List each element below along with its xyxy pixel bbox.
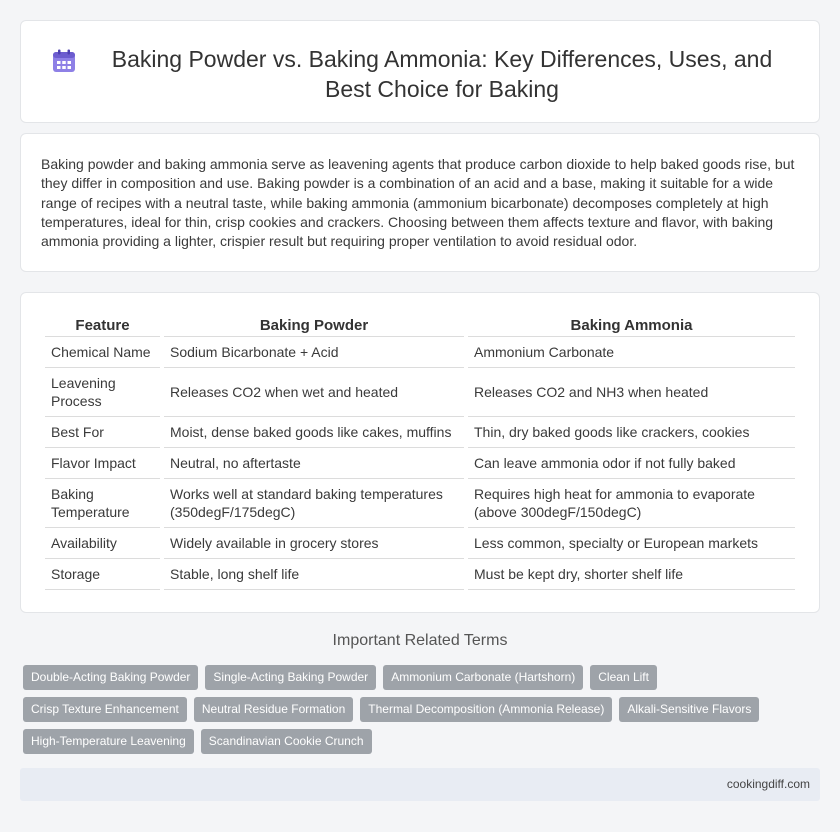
cell-baking-ammonia: Less common, specialty or European markets [468,528,795,559]
tag-single-acting-baking-powder[interactable]: Single-Acting Baking Powder [205,665,376,690]
table-row [45,417,795,448]
header-baking-powder: Baking Powder [164,313,464,337]
tag-thermal-decomposition[interactable]: Thermal Decomposition (Ammonia Release) [360,697,612,722]
table-row [45,559,795,590]
header-baking-ammonia: Baking Ammonia [468,313,795,337]
tag-neutral-residue-formation[interactable]: Neutral Residue Formation [194,697,353,722]
related-terms-title: Important Related Terms [332,632,508,649]
cell-baking-ammonia: Ammonium Carbonate [468,337,795,368]
cell-feature: Chemical Name [45,337,160,368]
cell-feature: Storage [45,559,160,590]
header-feature: Feature [45,313,160,337]
cell-feature: Baking Temperature [45,479,160,528]
comparison-table-card [20,292,820,613]
cell-feature: Flavor Impact [45,448,160,479]
cell-baking-powder: Releases CO2 when wet and heated [164,368,464,417]
tag-crisp-texture-enhancement[interactable]: Crisp Texture Enhancement [23,697,187,722]
table-row [45,528,795,559]
cell-baking-ammonia: Releases CO2 and NH3 when heated [468,368,795,417]
tag-scandinavian-cookie-crunch[interactable]: Scandinavian Cookie Crunch [201,729,372,754]
cell-baking-powder: Widely available in grocery stores [164,528,464,559]
tag-clean-lift[interactable]: Clean Lift [590,665,657,690]
table-row [45,479,795,528]
tag-high-temperature-leavening[interactable]: High-Temperature Leavening [23,729,194,754]
title-wrap [21,21,819,104]
page-title: Baking Powder vs. Baking Ammonia: Key Differences, Uses, and Best Choice for Baking [111,46,773,102]
cell-feature: Availability [45,528,160,559]
cell-baking-powder: Moist, dense baked goods like cakes, muffins [164,417,464,448]
cell-baking-powder: Works well at standard baking temperatures (350degF/175degC) [164,479,464,528]
cell-baking-ammonia: Thin, dry baked goods like crackers, cookies [468,417,795,448]
tag-double-acting-baking-powder[interactable]: Double-Acting Baking Powder [23,665,198,690]
table-row [45,337,795,368]
table-header-row [45,313,795,337]
table-row [45,448,795,479]
cell-baking-powder: Neutral, no aftertaste [164,448,464,479]
related-terms-tags [23,665,803,761]
cell-feature: Leavening Process [45,368,160,417]
tag-ammonium-carbonate[interactable]: Ammonium Carbonate (Hartshorn) [383,665,583,690]
tag-alkali-sensitive-flavors[interactable]: Alkali-Sensitive Flavors [619,697,759,722]
summary-card [20,133,820,272]
footer-site[interactable]: cookingdiff.com [726,777,810,791]
comparison-table [41,313,799,590]
summary-text: Baking powder and baking ammonia serve as leavening agents that produce carbon dioxide to help baked goods rise, but they differ in composition and use. Baking powder is a combination of an acid and a base, making it suitable for a wide range of recipes with a neutral taste, while baking ammonia (ammonium bicarbonate) decomposes completely at high temperatures, ideal for thin, crisp cookies and crackers. Choosing between them affects texture and flavor, with baking ammonia providing a lighter, crispier result but requiring proper ventilation to avoid residual odor. [41,156,795,250]
header-card [20,20,820,123]
cell-baking-ammonia: Can leave ammonia odor if not fully baked [468,448,795,479]
cell-baking-ammonia: Must be kept dry, shorter shelf life [468,559,795,590]
cell-baking-ammonia: Requires high heat for ammonia to evaporate (above 300degF/150degC) [468,479,795,528]
table-row [45,368,795,417]
calendar-icon [51,48,77,74]
cell-baking-powder: Sodium Bicarbonate + Acid [164,337,464,368]
cell-feature: Best For [45,417,160,448]
cell-baking-powder: Stable, long shelf life [164,559,464,590]
footer [20,768,820,801]
